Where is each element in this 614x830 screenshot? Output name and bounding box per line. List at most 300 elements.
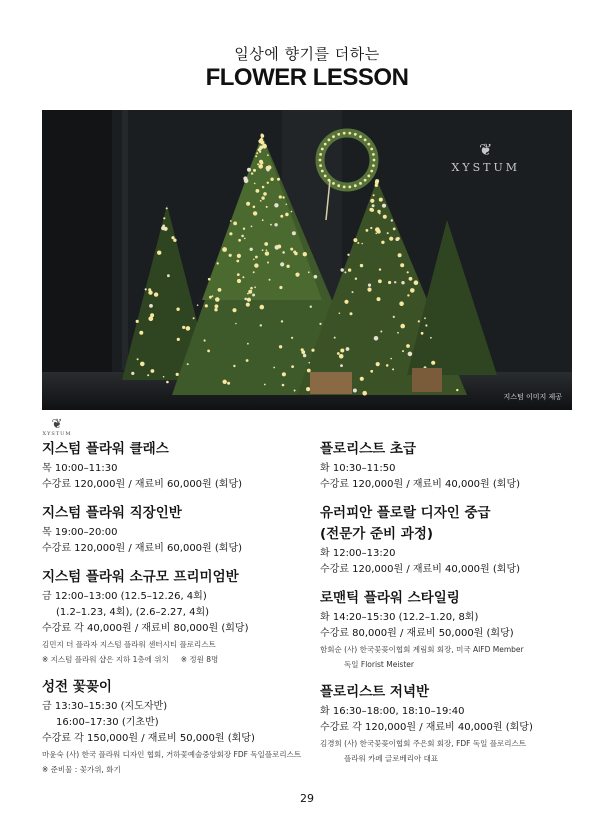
tree-light	[401, 281, 404, 284]
tree-light	[242, 276, 244, 278]
tree-light	[294, 390, 296, 392]
lesson-block	[320, 440, 580, 493]
tree-light	[166, 207, 168, 209]
sprig-icon: ❦	[51, 417, 63, 432]
tree-light	[379, 212, 381, 214]
instructor-note: 독일 Florist Meister	[344, 660, 414, 669]
tree-light	[215, 297, 220, 302]
tree-light	[251, 226, 253, 228]
tree-light	[355, 278, 357, 280]
tree-light	[253, 206, 256, 209]
tree-light	[256, 189, 260, 193]
tree-light	[408, 352, 413, 357]
wreath-light	[321, 170, 324, 173]
tree-light	[243, 176, 247, 180]
tree-light	[314, 275, 318, 279]
lesson-title: 지스텀 플라워 클래스	[42, 441, 169, 457]
tree-light	[397, 237, 400, 240]
tree-light	[258, 164, 263, 169]
tree-light	[390, 358, 392, 360]
tree-light	[197, 304, 199, 306]
tree-light	[391, 219, 393, 221]
lesson-schedule: 16:00–17:30 (기초반)	[56, 717, 159, 728]
tree-light	[277, 178, 280, 181]
tree-light	[131, 372, 134, 375]
tree-light	[383, 215, 387, 219]
tree-light	[392, 368, 394, 370]
tree-light	[260, 305, 265, 310]
tree-light	[204, 339, 206, 341]
tree-light	[394, 281, 396, 283]
tree-light	[266, 249, 268, 251]
wreath-light	[364, 139, 367, 142]
tree-light	[388, 281, 391, 284]
wreath-light	[328, 139, 331, 142]
tree-light	[140, 362, 145, 367]
tree-light	[295, 273, 299, 277]
tree-light	[237, 254, 241, 258]
wreath-light	[370, 170, 373, 173]
tree-light	[209, 296, 212, 299]
instructor-note: 함회순 (사) 한국꽃꽂이협회 계림회 회장, 미국 AIFD Member	[320, 645, 524, 654]
tree-light	[137, 358, 139, 360]
tree-light	[280, 262, 284, 266]
tree-light	[292, 231, 296, 235]
tree-light	[187, 363, 189, 365]
tree-light	[291, 211, 293, 213]
lesson-fee: 수강료 80,000원 / 재료비 50,000원 (회당)	[320, 628, 514, 639]
tree-light	[282, 372, 286, 376]
tree-light	[406, 344, 410, 348]
tree-light	[254, 263, 258, 267]
tree-light	[282, 384, 285, 387]
tree-light	[425, 324, 427, 326]
lesson-fee: 수강료 120,000원 / 재료비 60,000원 (회당)	[42, 479, 243, 490]
wreath-light	[321, 148, 324, 151]
tree-light	[237, 273, 240, 276]
tree-light	[255, 256, 258, 259]
tree-light	[380, 331, 382, 333]
tree-light	[375, 232, 377, 234]
tree-light	[262, 144, 267, 149]
tree-light	[215, 304, 219, 308]
tree-light	[217, 262, 219, 264]
tree-light	[303, 252, 307, 256]
wreath-light	[337, 184, 340, 187]
tree-light	[379, 268, 381, 270]
wreath-light	[367, 143, 370, 146]
lesson-title: 플로리스트 초급	[320, 441, 416, 457]
lesson-block	[320, 683, 580, 766]
wreath-light	[359, 135, 362, 138]
tree-light	[247, 343, 249, 345]
tree-light	[344, 300, 348, 304]
tree-light	[424, 317, 426, 319]
tree-light	[337, 352, 340, 355]
tree-light	[182, 326, 185, 329]
lesson-block	[42, 504, 312, 557]
tree-light	[347, 254, 349, 256]
lesson-schedule: 화 10:30–11:50	[320, 463, 396, 474]
instructor-note: 김민지 더 플라자 지스텀 플라워 센터시티 플로리스트	[42, 640, 216, 649]
tree-light	[261, 134, 265, 138]
tree-light	[157, 251, 161, 255]
tree-light	[389, 237, 393, 241]
tree-light	[253, 271, 255, 273]
right-lesson-column	[320, 440, 580, 777]
tree-light	[291, 365, 294, 368]
wreath-light	[372, 153, 375, 156]
tree-light	[214, 308, 217, 311]
tree-light	[218, 288, 222, 292]
lesson-schedule: 목 10:00–11:30	[42, 463, 118, 474]
tree-light	[400, 263, 404, 267]
tree-light	[407, 294, 409, 296]
wreath-light	[324, 143, 327, 146]
tree-light	[176, 308, 179, 311]
lesson-title: 성전 꽃꽂이	[42, 679, 112, 695]
wreath-light	[332, 135, 335, 138]
tree-light	[237, 279, 241, 283]
tree-light	[264, 384, 266, 386]
photo-credit: 지스텀 이미지 제공	[503, 393, 562, 401]
lesson-block	[42, 440, 312, 493]
wreath-light	[367, 175, 370, 178]
logo-word: XYSTUM	[42, 431, 72, 437]
tree-light	[402, 350, 404, 352]
tree-light	[154, 292, 158, 296]
page-subtitle: 일상에 향기를 더하는	[234, 45, 380, 63]
tree-light	[244, 238, 246, 240]
tree-light	[341, 268, 344, 271]
wreath-light	[319, 164, 322, 167]
lesson-title: 유러피안 플로랄 디자인 중급	[320, 505, 491, 521]
xystum-logo	[42, 418, 72, 437]
wreath-light	[354, 133, 357, 136]
tree-light	[410, 288, 415, 293]
tree-light	[344, 271, 346, 273]
lesson-schedule: 목 19:00–20:00	[42, 527, 118, 538]
instructor-note: 마윤숙 (사) 한국 플라워 디자인 협회, 거하꽃예술중앙회장 FDF 독일플로리스트	[42, 750, 302, 759]
tree-light	[251, 172, 253, 174]
tree-light	[207, 350, 210, 353]
tree-light	[177, 338, 180, 341]
tree-light	[397, 332, 399, 334]
tree-light	[167, 274, 170, 277]
tree-light	[393, 316, 395, 318]
tree-light	[350, 312, 353, 315]
wreath-light	[348, 186, 351, 189]
wreath-light	[343, 186, 346, 189]
lesson-block	[320, 504, 580, 578]
tree-light	[376, 362, 380, 366]
tree-light	[229, 254, 232, 257]
lesson-title: 지스텀 플라워 소규모 프리미엄반	[42, 569, 239, 585]
tree-light	[274, 203, 278, 207]
tree-light	[267, 182, 269, 184]
tree-light	[266, 168, 269, 171]
tree-light	[286, 265, 289, 268]
tree-light	[262, 186, 265, 189]
tree-light	[163, 217, 165, 219]
tree-light	[346, 347, 350, 351]
tree-light	[421, 332, 424, 335]
tree-light	[382, 204, 386, 208]
tree-light	[250, 248, 253, 251]
tree-light	[193, 317, 195, 319]
lesson-fee: 수강료 120,000원 / 재료비 40,000원 (회당)	[320, 479, 521, 490]
lesson-fee: 수강료 각 120,000원 / 재료비 40,000원 (회당)	[320, 722, 533, 733]
tree-light	[353, 389, 357, 393]
tree-light	[233, 222, 237, 226]
lesson-block	[42, 568, 312, 667]
wreath-light	[319, 159, 322, 162]
tree-light	[253, 259, 255, 261]
wreath-light	[332, 182, 335, 185]
tree-light	[430, 337, 432, 339]
tree-light	[269, 279, 271, 281]
tree-light	[348, 268, 351, 271]
tree-light	[387, 232, 389, 234]
tree-light	[163, 376, 165, 378]
tree-light	[274, 223, 277, 226]
tree-light	[149, 304, 153, 308]
tree-light	[334, 337, 336, 339]
tree-light	[301, 350, 305, 354]
tree-light	[233, 365, 235, 367]
tree-light	[378, 279, 382, 283]
tree-light	[379, 198, 383, 202]
tree-light	[235, 323, 237, 325]
tree-light	[232, 308, 236, 312]
tree-light	[260, 200, 262, 202]
tree-light	[319, 323, 321, 325]
tree-light	[373, 194, 375, 196]
tree-light	[280, 215, 283, 218]
tree-light	[264, 242, 268, 246]
tree-light	[293, 251, 296, 254]
tree-light	[148, 288, 151, 291]
lesson-note: ※ 지스텀 플라워 샵은 지하 1층에 위치 ※ 정원 8명	[42, 655, 219, 664]
tree-light	[370, 199, 374, 203]
tree-light	[263, 192, 267, 196]
tree-light	[247, 298, 251, 302]
tree-light	[368, 284, 371, 287]
tree-light	[361, 243, 363, 245]
tree-light	[252, 294, 255, 297]
lesson-title: 지스텀 플라워 직장인반	[42, 505, 182, 521]
tree-light	[370, 227, 372, 229]
tree-light	[260, 138, 262, 140]
tree-light	[418, 320, 420, 322]
lesson-block	[320, 589, 580, 672]
tree-light	[229, 232, 232, 235]
tree-light	[303, 354, 306, 357]
tree-light	[145, 288, 147, 290]
tree-light	[261, 196, 264, 199]
tree-light	[309, 362, 311, 364]
tree-light	[407, 271, 409, 273]
xystum-watermark	[452, 140, 521, 174]
tree-light	[253, 211, 257, 215]
wreath-light	[373, 159, 376, 162]
tree-light	[279, 286, 282, 289]
lesson-schedule: (1.2–1.23, 4회), (2.6–2.27, 4회)	[56, 607, 210, 618]
tree-light	[357, 242, 359, 244]
tree-light	[273, 367, 275, 369]
lesson-schedule: 금 12:00–13:00 (12.5–12.26, 4회)	[42, 591, 207, 602]
tree-light	[176, 373, 179, 376]
wreath-light	[319, 153, 322, 156]
tree-light	[243, 228, 245, 230]
tree-light	[250, 287, 253, 290]
tree-light	[310, 306, 312, 308]
tree-light	[260, 324, 262, 326]
tree-light	[147, 374, 149, 376]
tree-light	[409, 277, 413, 281]
tree-light	[281, 320, 283, 322]
tree-light	[265, 251, 269, 255]
wreath-light	[354, 184, 357, 187]
tree-light	[282, 196, 284, 198]
tree-light	[259, 160, 263, 164]
tree-light	[223, 380, 227, 384]
tree-light	[375, 227, 380, 232]
tree-light	[238, 239, 241, 242]
wreath-light	[372, 164, 375, 167]
tree-light	[362, 391, 367, 396]
tree-light	[246, 359, 249, 362]
lesson-title-second-line: (전문가 준비 과정)	[320, 526, 434, 542]
tree-light	[311, 349, 314, 352]
wreath-light	[359, 182, 362, 185]
tree-light	[257, 163, 259, 165]
tree-light	[431, 361, 435, 365]
page-title: FLOWER LESSON	[205, 64, 409, 91]
tree-light	[161, 226, 165, 230]
tree-light	[270, 178, 273, 181]
tree-light	[377, 297, 381, 301]
tree-light	[291, 337, 293, 339]
tree-light	[136, 320, 139, 323]
tree-light	[400, 324, 405, 329]
lesson-title: 로맨틱 플라워 스타일링	[320, 590, 460, 606]
tree-light	[372, 204, 375, 207]
tree-light	[399, 301, 404, 306]
wreath-light	[343, 132, 346, 135]
christmas-tree-photo	[42, 110, 572, 410]
tree-light	[208, 278, 211, 281]
tree-light	[282, 251, 285, 254]
tree-light	[360, 264, 363, 267]
tree-light	[253, 169, 256, 172]
tree-light	[414, 280, 419, 285]
tree-light	[258, 148, 261, 151]
tree-light	[375, 181, 379, 185]
tree-light	[246, 202, 250, 206]
tree-light	[148, 316, 153, 321]
tree-light	[352, 291, 354, 293]
lesson-fee: 수강료 각 150,000원 / 재료비 50,000원 (회당)	[42, 733, 255, 744]
tree-light	[306, 387, 310, 391]
tree-light	[386, 364, 389, 367]
tree-light	[308, 271, 310, 273]
lesson-fee: 수강료 120,000원 / 재료비 40,000원 (회당)	[320, 564, 521, 575]
tree-light	[381, 241, 384, 244]
instructor-note: 김경희 (사) 한국꽃꽂이협회 주은회 회장, FDF 독일 플로리스트	[320, 739, 526, 748]
tree-light	[340, 349, 344, 353]
brand-mark-text: XYSTUM	[451, 161, 520, 174]
tree-light	[279, 195, 282, 198]
tree-light	[286, 204, 288, 206]
tree-light	[370, 370, 373, 373]
tree-light	[285, 213, 289, 217]
tree-light	[369, 208, 373, 212]
tree-light	[186, 326, 191, 331]
tree-light	[236, 260, 239, 263]
lesson-schedule: 금 13:30–15:30 (지도자반)	[42, 701, 168, 712]
lesson-fee: 수강료 각 40,000원 / 재료비 80,000원 (회당)	[42, 623, 249, 634]
tree-light	[266, 206, 268, 208]
tree-light	[139, 331, 143, 335]
tree-light	[244, 298, 247, 301]
tree-light	[393, 228, 396, 231]
tree-light	[247, 293, 249, 295]
lesson-block	[42, 678, 312, 777]
instructor-note: 플라워 카페 글로베리아 대표	[344, 754, 439, 763]
tree-light	[279, 345, 282, 348]
tree-light	[353, 238, 357, 242]
tree-light	[398, 253, 402, 257]
tree-light	[374, 336, 379, 341]
tree-light	[222, 247, 227, 252]
tree-light	[241, 235, 244, 238]
tree-light	[367, 288, 371, 292]
tree-light	[290, 248, 293, 251]
left-lesson-column	[42, 440, 312, 788]
tree-light	[151, 369, 155, 373]
wreath-light	[348, 132, 351, 135]
tree-light	[255, 155, 257, 157]
tree-light	[456, 389, 458, 391]
tree-light	[166, 381, 169, 384]
tree-light	[262, 249, 264, 251]
tree-light	[205, 304, 208, 307]
tree-light	[248, 290, 252, 294]
tree-light	[270, 224, 272, 226]
lesson-note: ※ 준비물 : 꽃가위, 화기	[42, 765, 121, 774]
tree-light	[256, 152, 258, 154]
tree-light	[360, 377, 364, 381]
tree-light	[340, 364, 343, 367]
page-number: 29	[300, 792, 314, 805]
wreath-light	[337, 133, 340, 136]
wreath-light	[370, 148, 373, 151]
tree-light	[307, 369, 311, 373]
tree-light	[267, 154, 269, 156]
tree-light	[173, 239, 176, 242]
tree-light	[339, 312, 341, 314]
tree-light	[267, 262, 269, 264]
lesson-schedule: 화 12:00–13:20	[320, 548, 396, 559]
tree-light	[227, 382, 230, 385]
tree-light	[262, 219, 264, 221]
tree-light	[339, 354, 344, 359]
wreath-light	[328, 179, 331, 182]
lesson-schedule: 화 16:30–18:00, 18:10–19:40	[320, 706, 465, 717]
wreath-light	[324, 175, 327, 178]
tree-light	[246, 303, 250, 307]
